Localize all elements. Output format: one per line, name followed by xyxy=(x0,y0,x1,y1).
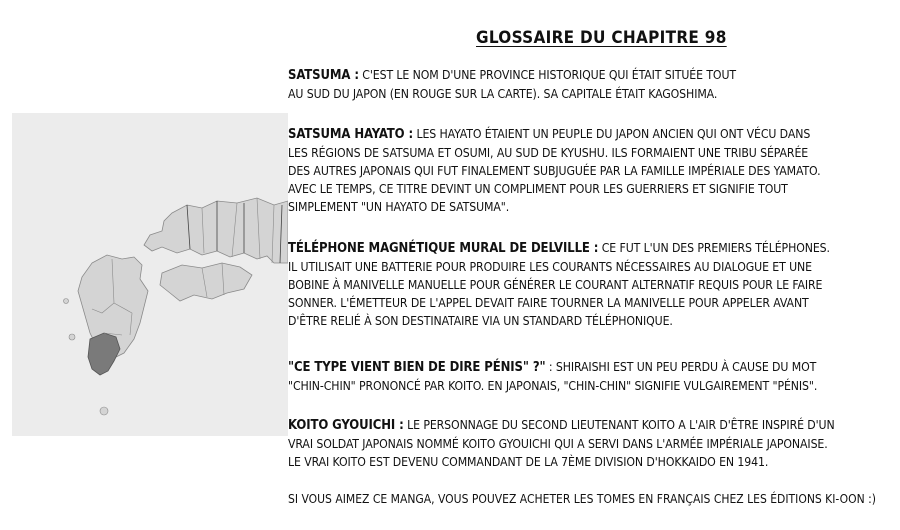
glossary-entry-chin-chin xyxy=(288,358,888,395)
entry-line: DES AUTRES JAPONAIS QUI FUT FINALEMENT SUBJUGUÉE PAR LA FAMILLE IMPÉRIALE DES YAMATO. xyxy=(288,164,821,178)
entry-line xyxy=(288,416,888,435)
entry-line xyxy=(288,125,888,144)
page-title: GLOSSAIRE DU CHAPITRE 98 xyxy=(476,28,727,48)
entry-term: "CE TYPE VIENT BIEN DE DIRE PÉNIS" ?" xyxy=(288,360,546,375)
footer-note: SI VOUS AIMEZ CE MANGA, VOUS POUVEZ ACHETER LES TOMES EN FRANÇAIS CHEZ LES ÉDITIONS KI-OON :) xyxy=(288,492,877,506)
entry-line: VRAI SOLDAT JAPONAIS NOMMÉ KOITO GYOUICHI QUI A SERVI DANS L'ARMÉE IMPÉRIALE JAPONAISE. xyxy=(288,437,828,451)
entry-term: SATSUMA HAYATO : xyxy=(288,127,414,142)
entry-line: "CHIN-CHIN" PRONONCÉ PAR KOITO. EN JAPONAIS, "CHIN-CHIN" SIGNIFIE VULGAIREMENT "PÉNIS". xyxy=(288,379,818,393)
entry-line: AVEC LE TEMPS, CE TITRE DEVINT UN COMPLIMENT POUR LES GUERRIERS ET SIGNIFIE TOUT xyxy=(288,182,788,196)
entry-line: SONNER. L'ÉMETTEUR DE L'APPEL DEVAIT FAIRE TOURNER LA MANIVELLE POUR APPELER AVANT xyxy=(288,296,809,310)
entry-text: C'EST LE NOM D'UNE PROVINCE HISTORIQUE QUI ÉTAIT SITUÉE TOUT xyxy=(358,68,736,82)
island xyxy=(69,334,75,340)
entry-line xyxy=(288,358,888,377)
japan-map xyxy=(12,113,288,436)
satsuma-province xyxy=(88,333,120,375)
map-svg xyxy=(12,113,288,436)
entry-line: AU SUD DU JAPON (EN ROUGE SUR LA CARTE). SA CAPITALE ÉTAIT KAGOSHIMA. xyxy=(288,87,718,101)
entry-line: SIMPLEMENT "UN HAYATO DE SATSUMA". xyxy=(288,200,510,214)
entry-text: LE PERSONNAGE DU SECOND LIEUTENANT KOITO A L'AIR D'ÊTRE INSPIRÉ D'UN xyxy=(403,418,835,432)
entry-term: KOITO GYOUICHI : xyxy=(288,418,404,433)
entry-line xyxy=(288,66,888,85)
entry-line: BOBINE À MANIVELLE MANUELLE POUR GÉNÉRER LE COURANT ALTERNATIF REQUIS POUR LE FAIRE xyxy=(288,278,823,292)
honshu-region xyxy=(144,198,288,263)
shikoku-region xyxy=(160,263,252,301)
entry-line: LE VRAI KOITO EST DEVENU COMMANDANT DE LA 7ÈME DIVISION D'HOKKAIDO EN 1941. xyxy=(288,455,769,469)
entry-line: LES RÉGIONS DE SATSUMA ET OSUMI, AU SUD DE KYUSHU. ILS FORMAIENT UNE TRIBU SÉPARÉE xyxy=(288,146,809,160)
glossary-entry-koito xyxy=(288,416,888,471)
entry-line xyxy=(288,239,888,258)
glossary-entry-satsuma xyxy=(288,66,888,103)
glossary-entry-satsuma-hayato xyxy=(288,125,888,216)
entry-line: IL UTILISAIT UNE BATTERIE POUR PRODUIRE LES COURANTS NÉCESSAIRES AU DIALOGUE ET UNE xyxy=(288,260,812,274)
entry-text: CE FUT L'UN DES PREMIERS TÉLÉPHONES. xyxy=(598,241,830,255)
entry-line: D'ÊTRE RELIÉ À SON DESTINATAIRE VIA UN STANDARD TÉLÉPHONIQUE. xyxy=(288,314,673,328)
entry-text: LES HAYATO ÉTAIENT UN PEUPLE DU JAPON ANCIEN QUI ONT VÉCU DANS xyxy=(413,127,811,141)
entry-text: : SHIRAISHI EST UN PEU PERDU À CAUSE DU MOT xyxy=(545,360,817,374)
glossary-entry-telephone xyxy=(288,239,888,330)
entry-term: SATSUMA : xyxy=(288,68,359,83)
island xyxy=(100,407,108,415)
entry-term: TÉLÉPHONE MAGNÉTIQUE MURAL DE DELVILLE : xyxy=(288,241,599,256)
island xyxy=(64,299,69,304)
